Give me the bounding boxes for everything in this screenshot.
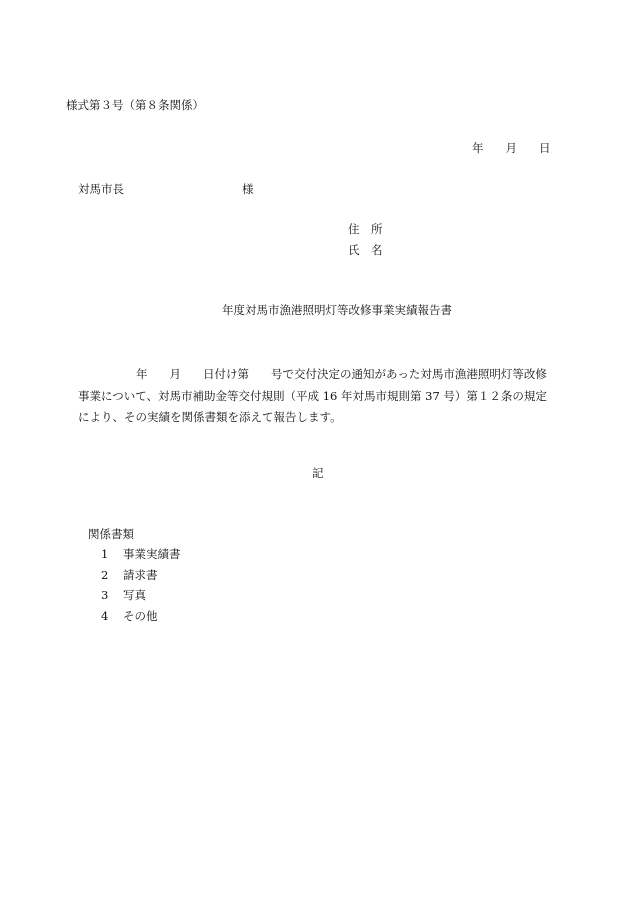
document-title: 年度対馬市漁港照明灯等改修事業実績報告書 xyxy=(222,303,452,317)
addressee-honorific: 様 xyxy=(242,182,254,196)
body-year-label: 年 xyxy=(136,367,148,381)
attachment-number: 3 xyxy=(101,588,109,602)
attachment-label: 事業実績書 xyxy=(123,547,181,561)
ki-heading: 記 xyxy=(312,466,324,480)
attachment-number: 4 xyxy=(101,609,109,623)
date-line xyxy=(472,143,551,155)
form-number: 様式第３号（第８条関係） xyxy=(66,98,204,112)
attachment-label: 請求書 xyxy=(123,568,158,582)
body-text: 号で交付決定の通知があった対馬市漁港照明灯等改修事業について、対馬市補助金等交付規則（平成 16 年対馬市規則第 37 号）第１２条の規定により、その実績を関係書類を添えて報告します。 xyxy=(78,367,547,424)
applicant-address-label: 住 所 xyxy=(348,222,383,236)
body-month-label: 月 xyxy=(169,367,181,381)
addressee-name: 対馬市長 xyxy=(78,182,124,196)
attachments-heading: 関係書類 xyxy=(88,527,134,541)
attachment-label: 写真 xyxy=(123,588,146,602)
date-year-label: 年 xyxy=(472,141,484,155)
attachment-number: 2 xyxy=(101,568,109,582)
attachment-number: 1 xyxy=(101,547,109,561)
attachment-item xyxy=(101,590,146,602)
body-day-issued-label: 日付け第 xyxy=(203,367,249,381)
attachment-item xyxy=(101,611,158,623)
attachment-label: その他 xyxy=(123,609,158,623)
addressee xyxy=(78,184,254,196)
attachment-item xyxy=(101,549,181,561)
body-paragraph xyxy=(78,364,554,429)
attachment-item xyxy=(101,570,158,582)
applicant-name-label: 氏 名 xyxy=(348,243,383,257)
date-day-label: 日 xyxy=(539,141,551,155)
date-month-label: 月 xyxy=(505,141,517,155)
